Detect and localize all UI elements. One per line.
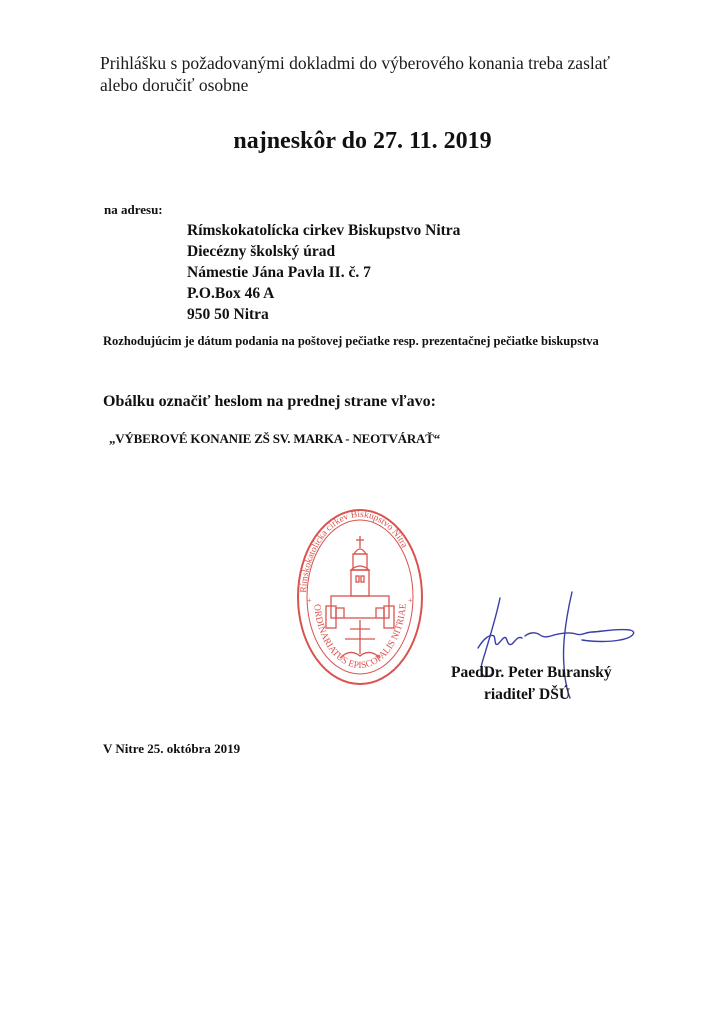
place-and-date: V Nitre 25. októbra 2019	[103, 741, 241, 756]
official-seal	[296, 508, 424, 686]
intro-line-2: alebo doručiť osobne	[100, 75, 249, 95]
address-line: Diecézny školský úrad	[187, 243, 336, 260]
address-line: Námestie Jána Pavla II. č. 7	[187, 264, 371, 281]
address-line: P.O.Box 46 A	[187, 285, 275, 302]
address-line: Rímskokatolícka cirkev Biskupstvo Nitra	[187, 222, 461, 239]
intro-text	[100, 52, 610, 96]
envelope-instruction: Obálku označiť heslom na prednej strane vľavo:	[103, 393, 436, 410]
deadline-heading: najneskôr do 27. 11. 2019	[233, 128, 492, 154]
intro-line-1: Prihlášku s požadovanými dokladmi do výberového konania treba zaslať	[100, 53, 610, 73]
address-label: na adresu:	[104, 202, 163, 217]
seal-outer-text: Rímskokatolícka cirkev Biskupstvo Nitra	[299, 509, 409, 594]
svg-text:+: +	[408, 596, 413, 605]
svg-text:+: +	[307, 596, 312, 605]
signer-block	[451, 662, 612, 706]
address-block	[187, 220, 460, 325]
envelope-password: „VÝBEROVÉ KONANIE ZŠ SV. MARKA - NEOTVÁRAŤ“	[109, 431, 441, 446]
decisive-date-note: Rozhodujúcim je dátum podania na poštovej pečiatke resp. prezentačnej pečiatke biskupstva	[103, 334, 599, 348]
signer-role: riaditeľ DŠÚ	[484, 686, 571, 703]
signer-name: PaedDr. Peter Buranský	[451, 664, 612, 681]
seal-inner-text: ORDINARIATUS EPISCOPALIS NITRIAE	[311, 602, 409, 672]
address-line: 950 50 Nitra	[187, 306, 269, 323]
